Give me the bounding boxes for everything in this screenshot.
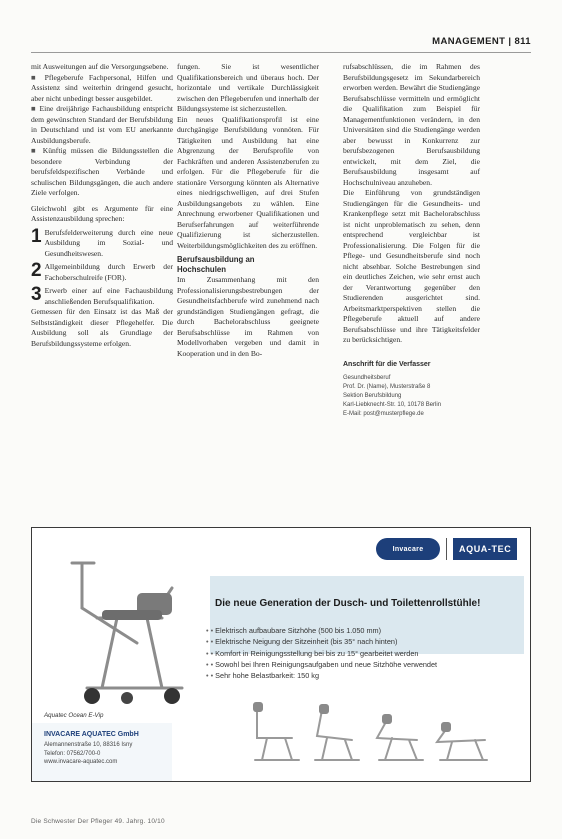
author-line: Karl-Liebknecht-Str. 10, 10178 Berlin (343, 402, 442, 408)
author-line: E-Mail: post@musterpflege.de (343, 411, 424, 417)
logo-divider (446, 538, 447, 560)
numbered-item (31, 286, 173, 307)
feature-item: • • Sowohl bei Ihren Reinigungsaufgaben und neue Sitzhöhe verwendet (206, 659, 437, 670)
item-text: Berufsfelderweiterung durch eine neue Ausbildung im Sozial- und Gesundheitswesen. (44, 227, 173, 258)
feature-item: • • Komfort in Reinigungsstellung bei bis zu 15° gearbeitet werden (206, 648, 437, 659)
paragraph: mit Ausweitungen auf die Versorgungsebene. (31, 62, 169, 71)
brand-logos (376, 538, 517, 560)
header-rule (31, 52, 531, 53)
shower-chair-illustration (42, 548, 202, 708)
square-bullet-icon: ■ (31, 146, 43, 155)
paragraph: fungen. Sie ist wesentlicher Qualifikationsbereich und überaus hoch. Der horizontale und vertikale Durchlässigkeit zwischen den Pflegeberufen und innerhalb der Bildungssysteme ist sicherzustellen. (177, 62, 319, 113)
section-label: MANAGEMENT (432, 36, 506, 47)
chair-positions-illustration (247, 698, 517, 768)
ad-headline: Die neue Generation der Dusch- und Toilettenrollstühle! (215, 598, 481, 609)
author-address (343, 360, 480, 420)
advertisement (31, 527, 531, 782)
feature-item: • • Elektrische Neigung der Sitzeinheit (bis 35° nach hinten) (206, 636, 437, 647)
feature-list (206, 625, 437, 681)
item-text: Erwerb einer auf eine Fachausbildung anschließenden Berufsqualifikation. (44, 286, 173, 306)
contact-line: www.invacare-aquatec.com (44, 759, 118, 765)
author-line: Sektion Berufsbildung (343, 393, 402, 399)
paragraph: Die Einführung von grundständigen Studiengängen für die Gesundheits- und Krankenpflege setzt mit Bachelorabschluss ist nicht unproblematisch zu sehen, denn entsprechend vergleichbar ist Professionalisierung. Die Folgen für die Pflege- und Gesundheitsberufe sind noch nicht absehbar. Solche Bestrebungen sind ein deutliches Zeichen, wie sehr ernst auch der Verantwortung gegenüber den Studierenden ausgerichtet sind. Arbeitsmarktperspektiven stellen die Pflegeberufe aktuell auf andere Berufsabschlüsse und ihre Tätigkeitsfelder zu berücksichtigen. (343, 188, 480, 344)
author-line: Prof. Dr. (Name), Musterstraße 8 (343, 384, 431, 390)
contact-line: Telefon: 07562/700-0 (44, 750, 101, 757)
aquatec-logo: AQUA-TEC (453, 538, 517, 560)
product-caption: Aquatec Ocean E-Vip (44, 712, 104, 719)
paragraph: Gemessen für den Einsatz ist das Maß der Selbstständigkeit dieser Pflegehelfer. Die Ausbildung soll als Grundlage der Berufsbildungssysteme erfolgen. (31, 307, 173, 348)
item-number: 2 (31, 260, 42, 281)
text-column-3 (343, 62, 480, 419)
contact-line: Alemannenstraße 10, 88316 Isny (44, 742, 133, 748)
square-bullet-icon: ■ (31, 104, 40, 113)
author-address-title: Anschrift für die Verfasser (343, 360, 431, 368)
text-column-2 (177, 62, 319, 359)
feature-item: • • Elektrisch aufbaubare Sitzhöhe (500 bis 1.050 mm) (206, 625, 437, 636)
page-header (432, 36, 531, 47)
item-text: Allgemeinbildung durch Erwerb der Fachoberschulreife (FOR). (44, 262, 173, 282)
item-number: 3 (31, 284, 42, 305)
company-name: INVACARE AQUATEC GmbH (44, 731, 139, 738)
bullet-paragraph: ■ Pflegeberufe Fachpersonal, Hilfen und Assistenz sind weiterhin dringend gesucht, aber nicht unbedingt besser ausgebildet. (31, 72, 173, 103)
feature-item: • • Sehr hohe Belastbarkeit: 150 kg (206, 670, 437, 681)
paragraph: Ein neues Qualifikationsprofil ist eine durchgängige Berufsbildung vonnöten. Für Tätigkeiten und Ausbildung hat eine Abgrenzung der Berufsprofile von Fachkräften und anderen Assistenzberufen zu erfolgen. Für die Pflegeberufe für die stationäre Versorgung könnten als Alternative eines niedrigschwelligen, auf drei Stufen Ausbildungsangebots zu wählen. Eine Anrechnung erworbener Qualifikationen und Berufserfahrungen auf weiterführende Qualifizierung ist sicherzustellen. Weiterbildungsmöglichkeiten des zu eröffnen. (177, 114, 319, 250)
header-separator: | (508, 36, 512, 47)
item-number: 1 (31, 225, 42, 247)
numbered-item (31, 262, 173, 283)
page-number: 811 (514, 36, 531, 47)
section-subheading: Berufsausbildung an Hochschulen (177, 255, 255, 274)
invacare-logo: Invacare (376, 538, 440, 560)
text-column-1 (31, 62, 173, 349)
paragraph: Gleichwohl gibt es Argumente für eine Assistenzausbildung sprechen: (31, 203, 173, 223)
contact-box (32, 723, 172, 781)
bullet-paragraph: ■ Künftig müssen die Bildungsstellen die besondere Verbindung der berufsfeldspezifischen Verbände und schulischen Bildungsgängen, die auch andere Ziele verfolgen. (31, 146, 173, 197)
page-footer: Die Schwester Der Pfleger 49. Jahrg. 10/10 (31, 818, 165, 825)
paragraph: Im Zusammenhang mit den Professionalisierungsbestrebungen der Gesundheitsfachberufe wird zunehmend nach grundständigen Studiengängen gefragt, die durch Bachelorabschluss geeignete Berufsabschlüsse im Rahmen von Modellvorhaben vergeben und damit in Kooperation und in den Bo- (177, 275, 319, 358)
square-bullet-icon: ■ (31, 72, 45, 82)
paragraph: rufsabschlüssen, die im Rahmen des Berufsbildungsgesetz im Sekundarbereich erworben werden. Bewährt die Studiengänge Berufsabschlüsse vermitteln und ermöglicht die Qualifikation zum Beispiel für Managementfunktionen verändern, in den Universitäten sind die Studiengänge werden aber bewusst in Konkurrenz zur berufsbezogenen Berufsausbildung entwickelt, mit dem Ziel, die Berufsausbildung insgesamt auf Hochschulniveau anzuheben. (343, 62, 480, 187)
bullet-paragraph: ■ Eine dreijährige Fachausbildung entspricht dem gewünschten Standard der Berufsbildung in Deutschland und ist vom EU anerkannte Ausbildungsberufe. (31, 104, 173, 145)
numbered-item (31, 225, 173, 260)
author-line: Gesundheitsberuf (343, 375, 391, 381)
